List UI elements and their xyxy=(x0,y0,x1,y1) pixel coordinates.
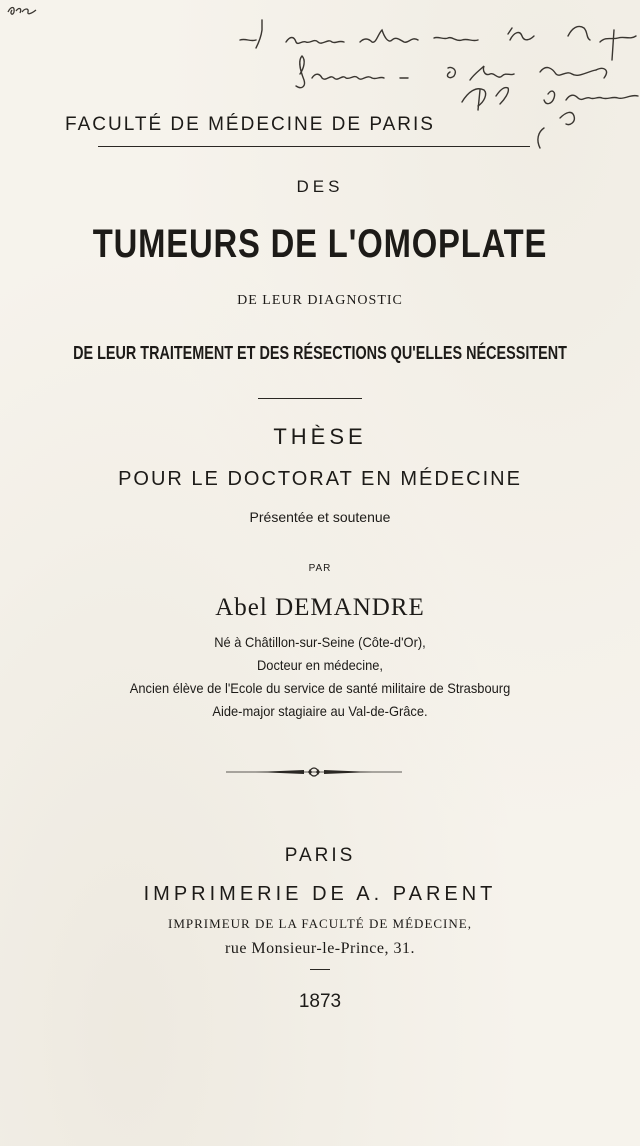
ornament-rule-icon xyxy=(226,765,402,779)
author-birthplace: Né à Châtillon-sur-Seine (Côte-d'Or), xyxy=(214,634,426,650)
publisher-role: IMPRIMEUR DE LA FACULTÉ DE MÉDECINE, xyxy=(168,916,472,931)
publisher-address: rue Monsieur-le-Prince, 31. xyxy=(224,940,415,957)
presented-line: Présentée et soutenue xyxy=(249,509,391,525)
author-name: Abel DEMANDRE xyxy=(215,594,425,621)
middle-rule xyxy=(258,398,362,399)
thesis-label: THÈSE xyxy=(273,424,367,449)
publisher-city: PARIS xyxy=(284,845,356,866)
handwritten-inscription xyxy=(0,0,640,160)
degree-line: POUR LE DOCTORAT EN MÉDECINE xyxy=(118,468,522,490)
subtitle-treatment: DE LEUR TRAITEMENT ET DES RÉSECTIONS QU'ELLES NÉCESSITENT xyxy=(73,343,567,363)
author-school: Ancien élève de l'Ecole du service de santé militaire de Strasbourg xyxy=(129,680,511,696)
subtitle-diagnostic: DE LEUR DIAGNOSTIC xyxy=(237,293,403,308)
by-label: PAR xyxy=(308,563,332,574)
author-degree: Docteur en médecine, xyxy=(256,657,384,673)
main-title: TUMEURS DE L'OMOPLATE xyxy=(92,222,548,266)
publisher-name: IMPRIMERIE DE A. PARENT xyxy=(143,883,497,905)
title-prefix: DES xyxy=(296,177,344,196)
publication-year: 1873 xyxy=(298,991,342,1012)
small-rule xyxy=(310,969,330,970)
faculty-heading: FACULTÉ DE MÉDECINE DE PARIS xyxy=(65,114,435,135)
author-position: Aide-major stagiaire au Val-de-Grâce. xyxy=(212,703,428,719)
top-rule xyxy=(98,146,530,147)
